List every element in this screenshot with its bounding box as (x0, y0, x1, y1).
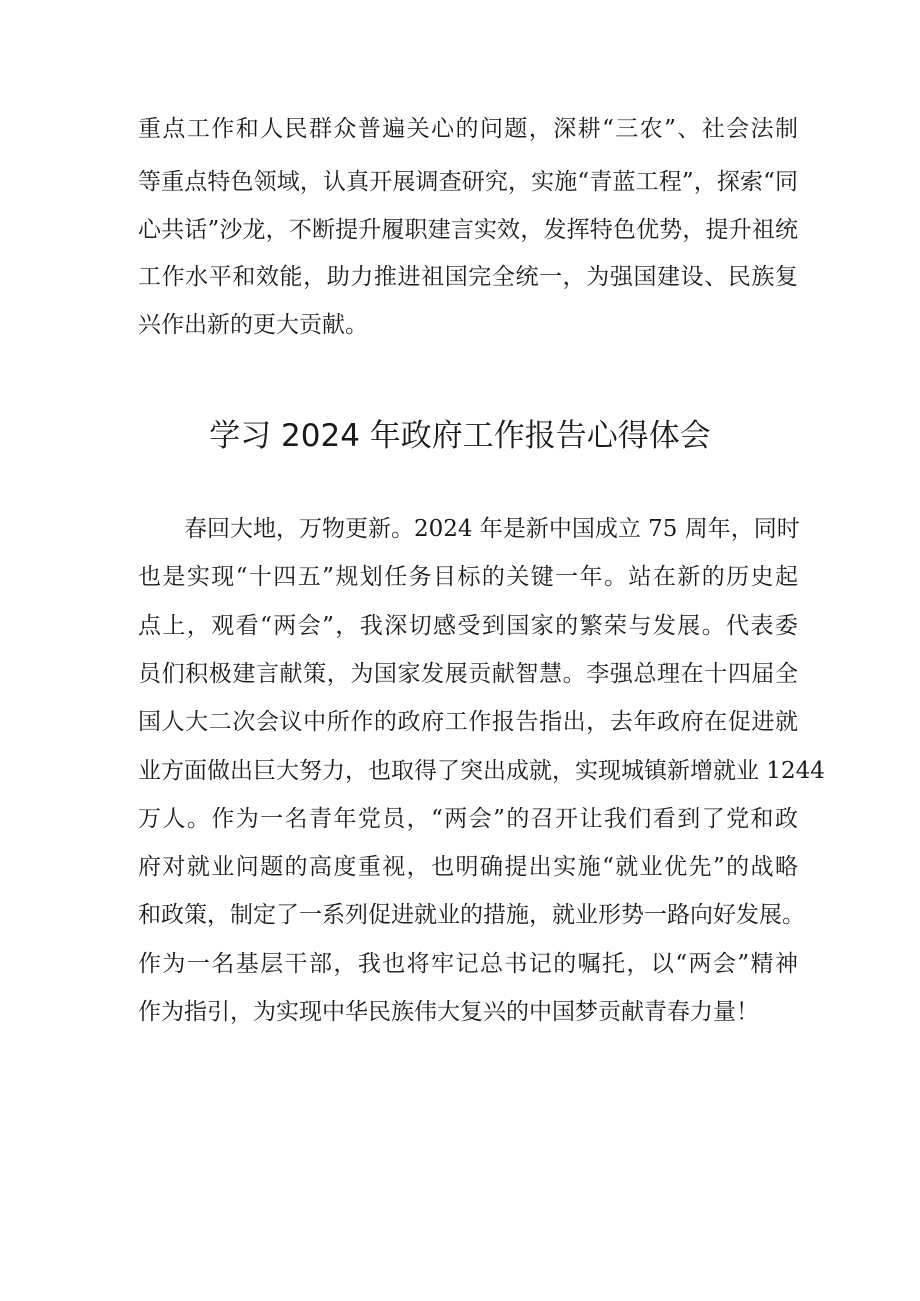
paragraph-line: 和政策，制定了一系列促进就业的措施，就业形势一路向好发展。 (138, 902, 805, 928)
paragraph-line: 府对就业问题的高度重视，也明确提出实施“就业优先”的战略 (138, 854, 798, 880)
paragraph-line: 兴作出新的更大贡献。 (138, 312, 368, 338)
paragraph-line: 作为一名基层干部，我也将牢记总书记的嘱托，以“两会”精神 (138, 951, 798, 977)
paragraph-line: 心共话”沙龙，不断提升履职建言实效，发挥特色优势，提升祖统 (138, 217, 798, 243)
paragraph-line: 员们积极建言献策，为国家发展贡献智慧。李强总理在十四届全 (138, 661, 798, 687)
paragraph-line: 点上，观看“两会”，我深切感受到国家的繁荣与发展。代表委 (138, 613, 798, 639)
paragraph-line: 重点工作和人民群众普遍关心的问题，深耕“三农”、社会法制 (138, 116, 798, 142)
paragraph-line: 业方面做出巨大努力，也取得了突出成就，实现城镇新增就业 1244 (138, 758, 825, 784)
paragraph-line: 作为指引，为实现中华民族伟大复兴的中国梦贡献青春力量！ (138, 999, 759, 1025)
paragraph-line: 也是实现“十四五”规划任务目标的关键一年。站在新的历史起 (138, 564, 798, 590)
paragraph-line: 工作水平和效能，助力推进祖国完全统一，为强国建设、民族复 (138, 264, 798, 290)
paragraph-line: 春回大地，万物更新。2024 年是新中国成立 75 周年，同时 (184, 516, 800, 542)
paragraph-line: 万人。作为一名青年党员，“两会”的召开让我们看到了党和政 (138, 806, 798, 832)
paragraph-line: 等重点特色领域，认真开展调查研究，实施“青蓝工程”，探索“同 (138, 169, 798, 195)
paragraph-line: 国人大二次会议中所作的政府工作报告指出，去年政府在促进就 (138, 709, 798, 735)
article-title: 学习 2024 年政府工作报告心得体会 (209, 418, 711, 454)
